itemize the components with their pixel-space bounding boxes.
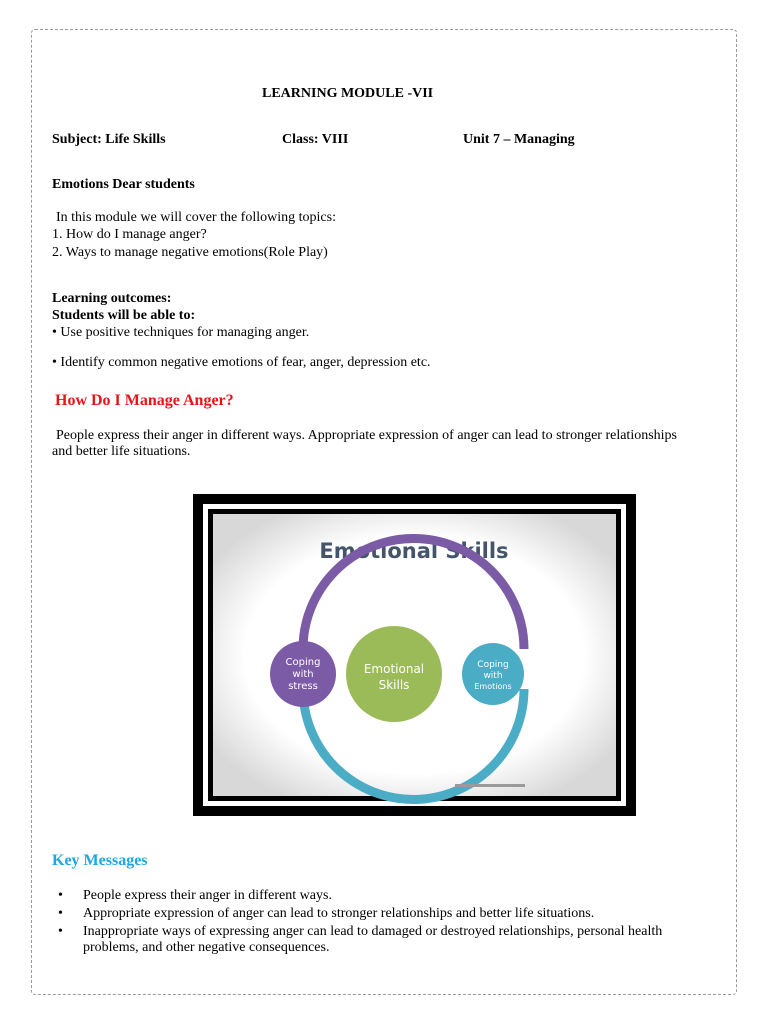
emotional-skills-diagram	[193, 494, 636, 816]
topic-item: 1. How do I manage anger?	[52, 227, 207, 242]
section-heading-key-messages: Key Messages	[52, 852, 148, 869]
list-item: • Appropriate expression of anger can lead to stronger relationships and better life situations.	[58, 906, 698, 922]
list-item: • Inappropriate ways of expressing anger can lead to damaged or destroyed relationships, personal health problems, and other negative consequences.	[58, 924, 698, 956]
left-label-1: Coping	[285, 657, 321, 668]
class-label: Class: VIII	[282, 132, 349, 147]
unit-label: Unit 7 – Managing	[463, 132, 575, 147]
left-label-3: stress	[288, 681, 318, 692]
watermark-smudge	[455, 784, 525, 787]
module-title: LEARNING MODULE -VII	[262, 86, 434, 101]
outcome-item: • Identify common negative emotions of fear, anger, depression etc.	[52, 355, 431, 370]
topic-item: 2. Ways to manage negative emotions(Role Play)	[52, 245, 328, 260]
right-label-2: with	[483, 671, 503, 681]
figure-title: Emotional Skills	[319, 539, 509, 563]
center-label-2: Skills	[378, 678, 410, 692]
outcomes-heading: Learning outcomes:	[52, 291, 172, 306]
anger-paragraph	[52, 428, 692, 460]
right-label-3: Emotions	[474, 682, 512, 691]
right-label-1: Coping	[477, 660, 509, 670]
anger-paragraph-text: People express their anger in different ways. Appropriate expression of anger can lead to stronger relationships and better life situations.	[52, 428, 677, 459]
subject-label: Subject: Life Skills	[52, 132, 166, 147]
outcomes-subheading: Students will be able to:	[52, 308, 196, 323]
outcome-item: • Use positive techniques for managing anger.	[52, 325, 310, 340]
intro-lead: In this module we will cover the following topics:	[56, 210, 336, 225]
section-heading-anger: How Do I Manage Anger?	[55, 392, 234, 409]
emotional-skills-figure	[193, 494, 636, 816]
list-item: • People express their anger in different ways.	[58, 888, 698, 904]
key-messages-list	[58, 888, 698, 958]
left-label-2: with	[292, 669, 314, 680]
emotions-line: Emotions Dear students	[52, 177, 195, 192]
center-label-1: Emotional	[363, 662, 425, 676]
